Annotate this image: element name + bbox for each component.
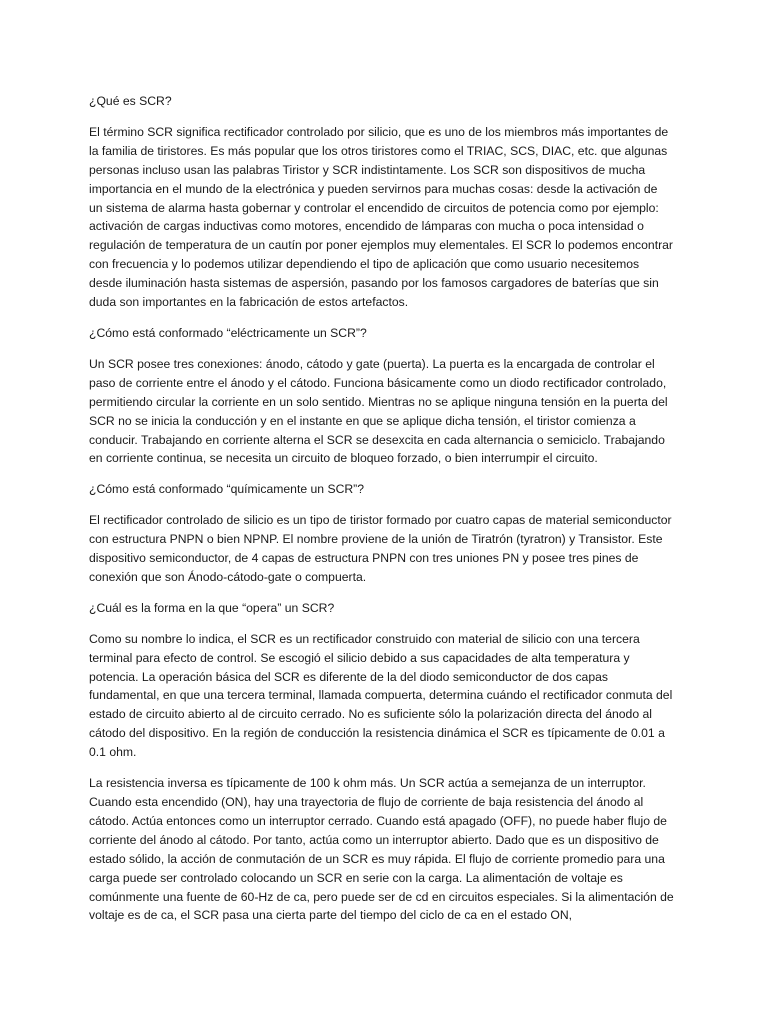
- section-como-opera: [89, 599, 674, 926]
- document-page: [89, 92, 674, 937]
- paragraph: El rectificador controlado de silicio es un tipo de tiristor formado por cuatro capas de material semiconductor con estructura PNPN o bien NPNP. El nombre proviene de la unión de Tiratrón (tyratron) y Transistor. Este dispositivo semiconductor, de 4 capas de estructura PNPN con tres uniones PN y posee tres pines de conexión que son Ánodo-cátodo-gate o compuerta.: [89, 513, 672, 584]
- section-que-es-scr: [89, 92, 674, 312]
- paragraph: La resistencia inversa es típicamente de 100 k ohm más. Un SCR actúa a semejanza de un interruptor. Cuando esta encendido (ON), hay una trayectoria de flujo de corriente de baja resistencia del ánodo al cátodo. Actúa entonces como un interruptor cerrado. Cuando está apagado (OFF), no puede haber flujo de corriente del ánodo al cátodo. Por tanto, actúa como un interruptor abierto. Dado que es un dispositivo de estado sólido, la acción de conmutación de un SCR es muy rápida. El flujo de corriente promedio para una carga puede ser controlado colocando un SCR en serie con la carga. La alimentación de voltaje es comúnmente una fuente de 60-Hz de ca, pero puede ser de cd en circuitos especiales. Si la alimentación de voltaje es de ca, el SCR pasa una cierta parte del tiempo del ciclo de ca en el estado ON,: [89, 776, 674, 923]
- section-conformado-quimicamente: [89, 480, 674, 587]
- section-heading: ¿Cuál es la forma en la que “opera” un SCR?: [89, 600, 335, 615]
- paragraph: El término SCR significa rectificador controlado por silicio, que es uno de los miembros más importantes de la familia de tiristores. Es más popular que los otros tiristores como el TRIAC, SCS, DIAC, etc. que algunas personas incluso usan las palabras Tiristor y SCR indistintamente. Los SCR son dispositivos de mucha importancia en el mundo de la electrónica y pueden servirnos para muchas cosas: desde la activación de un sistema de alarma hasta gobernar y controlar el encendido de circuitos de potencia como por ejemplo: activación de cargas inductivas como motores, encendido de lámparas con mucha o poca intensidad o regulación de temperatura de un cautín por poner ejemplos muy elementales. El SCR lo podemos encontrar con frecuencia y lo podemos utilizar dependiendo el tipo de aplicación que como usuario necesitemos desde iluminación hasta sistemas de aspersión, pasando por los famosos cargadores de baterías que sin duda son importantes en la fabricación de estos artefactos.: [89, 124, 673, 310]
- paragraph: Como su nombre lo indica, el SCR es un rectificador construido con material de silicio con una tercera terminal para efecto de control. Se escogió el silicio debido a sus capacidades de alta temperatura y potencia. La operación básica del SCR es diferente de la del diodo semiconductor de dos capas fundamental, en que una tercera terminal, llamada compuerta, determina cuándo el rectificador conmuta del estado de circuito abierto al de circuito cerrado. No es suficiente sólo la polarización directa del ánodo al cátodo del dispositivo. En la región de conducción la resistencia dinámica el SCR es típicamente de 0.01 a 0.1 ohm.: [89, 631, 673, 760]
- section-heading: ¿Qué es SCR?: [89, 94, 172, 108]
- paragraph: Un SCR posee tres conexiones: ánodo, cátodo y gate (puerta). La puerta es la encargada de controlar el paso de corriente entre el ánodo y el cátodo. Funciona básicamente como un diodo rectificador controlado, permitiendo circular la corriente en un solo sentido. Mientras no se aplique ninguna tensión en la puerta del SCR no se inicia la conducción y en el instante en que se aplique dicha tensión, el tiristor comienza a conducir. Trabajando en corriente alterna el SCR se desexcita en cada alternancia o semiciclo. Trabajando en corriente continua, se necesita un circuito de bloqueo forzado, o bien interrumpir el circuito.: [89, 356, 668, 466]
- section-heading: ¿Cómo está conformado “eléctricamente un SCR”?: [89, 325, 367, 340]
- section-heading: ¿Cómo está conformado “químicamente un SCR”?: [89, 482, 365, 497]
- section-conformado-electricamente: [89, 324, 674, 468]
